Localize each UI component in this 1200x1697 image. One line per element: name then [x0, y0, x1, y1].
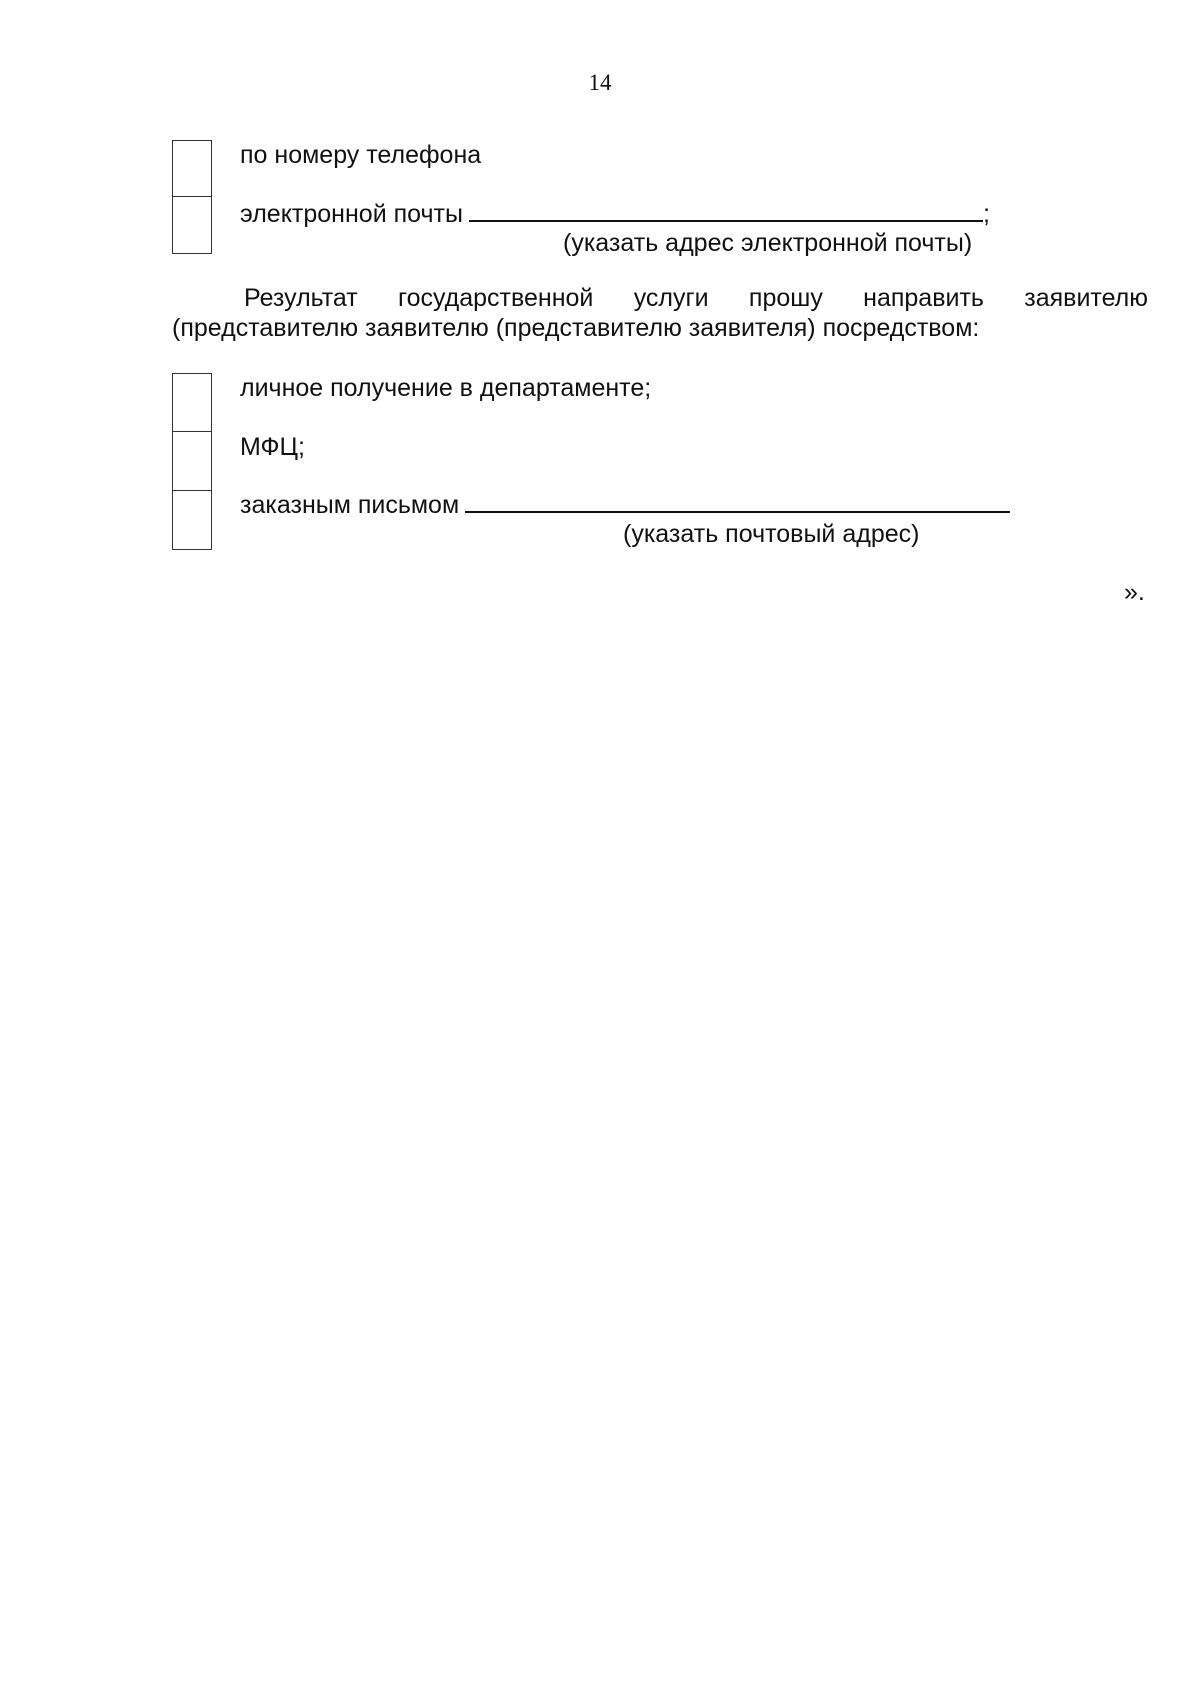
- option-registered-mail-label: [240, 490, 1010, 520]
- result-paragraph-line-1: Результат государственной услуги прошу направить заявителю: [244, 284, 1148, 312]
- postal-address-blank[interactable]: [465, 491, 1010, 513]
- option-personal-pickup-label: [240, 373, 651, 403]
- delivery-checkbox-group: [172, 373, 212, 550]
- checkbox-personal-pickup[interactable]: [172, 373, 212, 432]
- page-number: 14: [588, 70, 612, 95]
- checkbox-mfc[interactable]: [172, 432, 212, 491]
- option-mfc-label: [240, 432, 305, 462]
- email-suffix: ;: [982, 200, 990, 228]
- closing-quote-mark: ».: [1124, 578, 1145, 606]
- checkbox-registered-mail[interactable]: [172, 491, 212, 550]
- option-phone-text: по номеру телефона: [240, 141, 482, 169]
- contact-checkbox-group: [172, 140, 212, 254]
- checkbox-phone[interactable]: [172, 140, 212, 197]
- option-phone-label: [240, 140, 481, 170]
- result-paragraph-line-2: (представителю заявителю (представителю заявителя) посредством:: [172, 314, 980, 342]
- postal-address-hint: (указать почтовый адрес): [623, 520, 920, 548]
- option-email-label: [240, 199, 990, 229]
- option-personal-pickup-text: личное получение в департаменте;: [240, 374, 652, 402]
- result-paragraph: [172, 283, 1148, 343]
- option-mfc-text: МФЦ;: [240, 433, 305, 461]
- option-registered-mail-text: заказным письмом: [240, 491, 460, 519]
- option-email-text: электронной почты: [240, 200, 463, 228]
- email-hint: (указать адрес электронной почты): [563, 229, 973, 257]
- checkbox-email[interactable]: [172, 197, 212, 254]
- email-address-blank[interactable]: [469, 200, 983, 222]
